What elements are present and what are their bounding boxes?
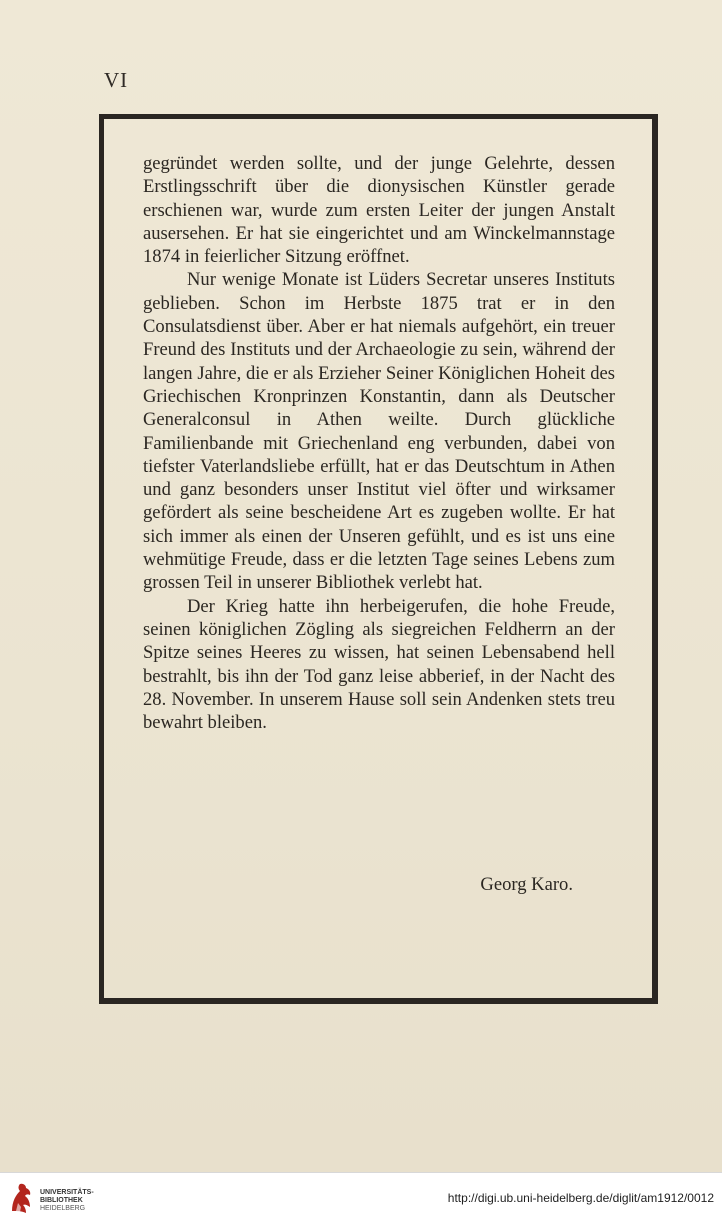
author-signature: Georg Karo. (480, 874, 573, 895)
logo-line-2: BIBLIOTHEK (40, 1197, 83, 1204)
logo-line-1: UNIVERSITÄTS- (40, 1189, 94, 1196)
obituary-text (143, 152, 615, 734)
library-logo-text (40, 1189, 94, 1213)
viewer-footer (0, 1172, 722, 1225)
paragraph-2: Nur wenige Monate ist Lüders Secretar unseres Instituts geblieben. Schon im Herbste 1875 trat er in den Consulatsdienst über. Aber er hat niemals aufgehört, ein treuer Freund des Instituts und der Archaeologie zu sein, während der langen Jahre, die er als Erzieher Seiner Königlichen Hoheit des Griechischen Kronprinzen Konstantin, dann als Deutscher Generalconsul in Athen weilte. Durch glückliche Familienbande mit Griechenland eng verbunden, dabei von tiefster Vaterlandsliebe erfüllt, hat er das Deutschtum in Athen und ganz besonders unser Institut viel öfter und wirksamer gefördert als seine bescheidene Art es zugeben wollte. Er hat sich immer als einen der Unseren gefühlt, und es ist uns eine wehmütige Freude, dass er die letzten Tage seines Lebens zum grossen Teil in unserer Bibliothek verlebt hat. (143, 269, 615, 594)
page-number: VI (104, 68, 129, 92)
paragraph-1: gegründet werden sollte, und der junge Gelehrte, dessen Erstlingsschrift über die dionysischen Künstler gerade erschienen war, wurde zum ersten Leiter der jungen Anstalt ausersehen. Er hat sie eingerichtet und am Winckelmannstage 1874 in feierlicher Sitzung eröffnet. (143, 153, 615, 268)
heidelberg-lion-icon (8, 1181, 36, 1215)
logo-line-3: HEIDELBERG (40, 1205, 86, 1212)
library-logo[interactable] (8, 1179, 128, 1219)
paragraph-3: Der Krieg hatte ihn herbeigerufen, die hohe Freude, seinen königlichen Zögling als siegreichen Feldherrn an der Spitze seines Heeres zu wissen, hat seinen Lebensabend hell bestrahlt, bis ihn der Tod ganz leise abberief, in der Nacht des 28. November. In unserem Hause soll sein Andenken stets treu bewahrt bleiben. (143, 595, 615, 734)
permalink-url[interactable]: http://digi.ub.uni-heidelberg.de/diglit/am1912/0012 (447, 1191, 714, 1205)
